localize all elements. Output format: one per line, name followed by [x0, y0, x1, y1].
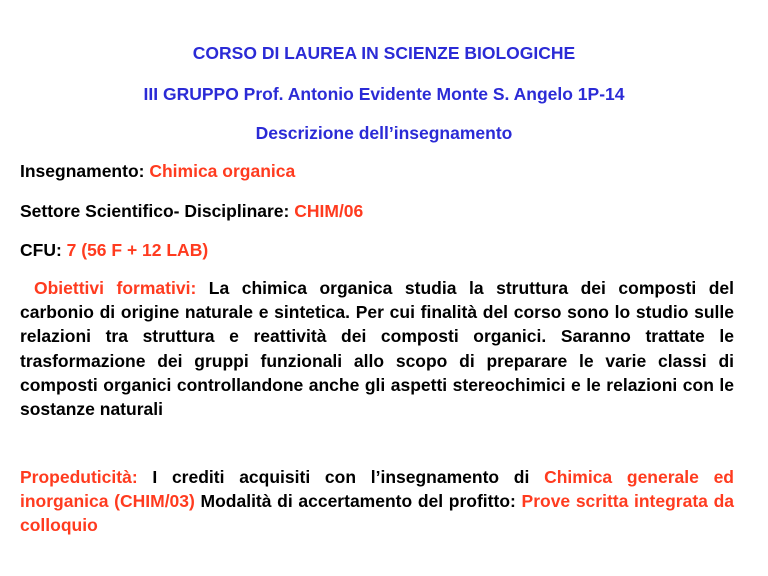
prerequisite-course: Chimica generale ed inorganica (CHIM/03): [20, 467, 734, 512]
course-title: CORSO DI LAUREA IN SCIENZE BIOLOGICHE: [192, 43, 576, 63]
settore-value: CHIM/06: [294, 201, 364, 221]
obiettivi-text: La chimica organica studia la struttura dei composti del carbonio di origine naturale e sintetica. Per cui finalità del corso sono lo studio sulle relazioni tra struttura e reattività dei composti organici. Saranno trattate le trasformazione dei gruppi funzionali allo scopo di preparare le varie classi di composti organici controllandone anche gli aspetti stereochimici e le relazioni con le sostanze naturali: [20, 278, 734, 420]
propedeuticita-text2: Modalità di accertamento del profitto:: [194, 491, 522, 512]
settore-row: [20, 201, 363, 222]
cfu-value: 7 (56 F + 12 LAB): [66, 240, 209, 260]
cfu-row: [20, 240, 208, 261]
propedeuticita-paragraph: [20, 465, 734, 538]
insegnamento-label: Insegnamento:: [20, 161, 150, 181]
insegnamento-value: Chimica organica: [149, 161, 296, 181]
settore-label: Settore Scientifico- Disciplinare:: [20, 201, 295, 221]
insegnamento-row: [20, 161, 295, 182]
section-title: Descrizione dell’insegnamento: [255, 123, 513, 143]
obiettivi-paragraph: [20, 276, 734, 421]
group-professor-line: III GRUPPO Prof. Antonio Evidente Monte S. Angelo 1P-14: [143, 84, 625, 104]
cfu-label: CFU:: [20, 240, 67, 260]
obiettivi-label: Obiettivi formativi:: [34, 278, 197, 298]
propedeuticita-label: Propeduticità:: [20, 467, 138, 487]
propedeuticita-text1: I crediti acquisiti con l’insegnamento di: [137, 467, 545, 487]
exam-method: Prove scritta integrata da colloquio: [20, 491, 734, 536]
